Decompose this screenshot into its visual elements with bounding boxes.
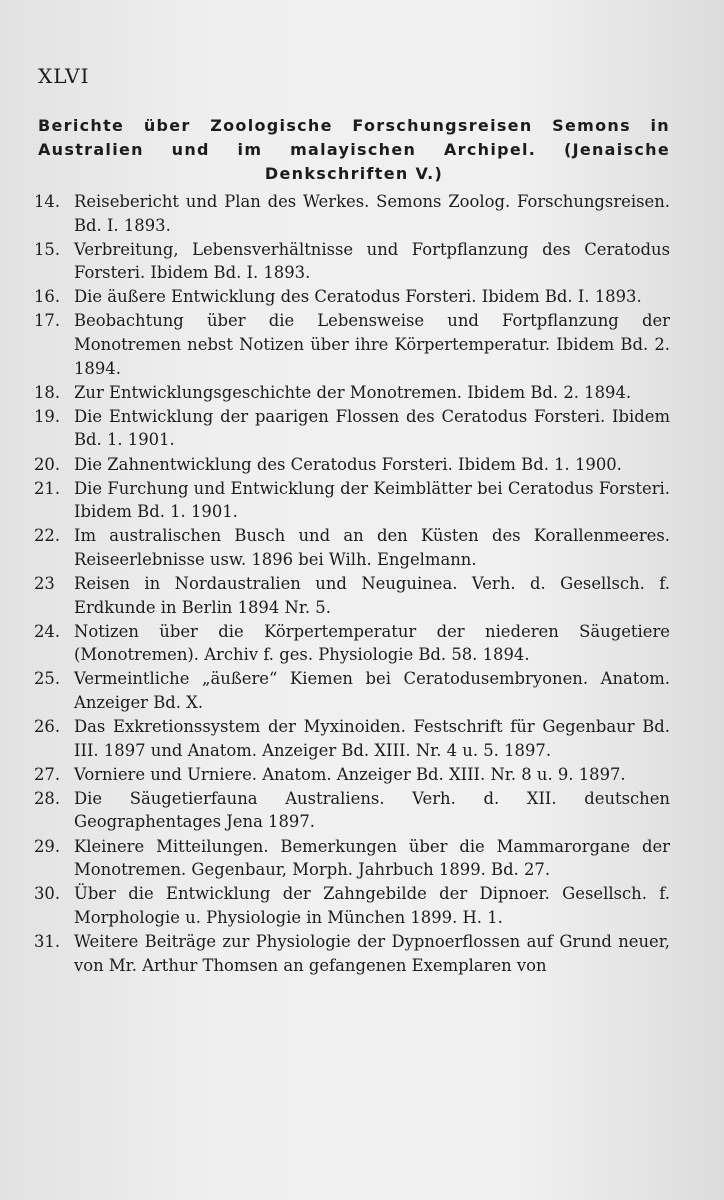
entry-number: 25.	[34, 669, 61, 689]
bibliography-entry	[34, 572, 670, 619]
entry-number: 29.	[34, 836, 61, 856]
bibliography-entry	[34, 715, 670, 762]
entry-number: 17.	[34, 311, 61, 331]
entry-text: Im australischen Busch und an den Küsten des Korallenmeeres. Reiseerlebnisse usw. 1896 bei Wilh. Engelmann.	[74, 526, 670, 569]
entry-number: 15.	[34, 239, 61, 259]
entry-number: 21.	[34, 478, 61, 498]
entry-text: Reisen in Nordaustralien und Neuguinea. Verh. d. Gesellsch. f. Erdkunde in Berlin 1894 Nr. 5.	[74, 574, 670, 617]
entry-text: Zur Entwicklungsgeschichte der Monotremen. Ibidem Bd. 2. 1894.	[74, 382, 632, 402]
entry-number: 19.	[34, 406, 61, 426]
entry-text: Vorniere und Urniere. Anatom. Anzeiger Bd. XIII. Nr. 8 u. 9. 1897.	[74, 764, 626, 784]
entry-number: 16.	[34, 287, 61, 307]
bibliography-entry	[34, 285, 670, 309]
entry-text: Reisebericht und Plan des Werkes. Semons Zoolog. Forschungsreisen. Bd. I. 1893.	[74, 192, 670, 235]
bibliography-entry	[34, 453, 670, 477]
bibliography-entry	[34, 763, 670, 787]
entry-number: 14.	[34, 192, 61, 211]
entry-text: Die Entwicklung der paarigen Flossen des Ceratodus Forsteri. Ibidem Bd. 1. 1901.	[74, 406, 670, 450]
bibliography-entry	[34, 477, 670, 524]
bibliography-entry	[34, 835, 670, 882]
bibliography-entry	[34, 787, 670, 834]
bibliography-entry	[34, 405, 670, 452]
page-number: XLVI	[38, 64, 90, 88]
entry-text: Die Furchung und Entwicklung der Keimblätter bei Ceratodus Forsteri. Ibidem Bd. 1. 1901.	[74, 478, 670, 522]
entry-text: Die Säugetierfauna Australiens. Verh. d. XII. deutschen Geographentages Jena 1897.	[74, 788, 670, 832]
bibliography-entry	[34, 309, 670, 380]
entry-text: Die Zahnentwicklung des Ceratodus Forsteri. Ibidem Bd. 1. 1900.	[74, 454, 622, 474]
bibliography-entry	[34, 667, 670, 714]
entry-number: 20.	[34, 454, 61, 474]
entry-number: 22.	[34, 526, 61, 546]
entry-text: Kleinere Mitteilungen. Bemerkungen über die Mammarorgane der Monotremen. Gegenbaur, Morph. Jahrbuch 1899. Bd. 27.	[74, 836, 670, 880]
bibliography-entry	[34, 190, 670, 237]
bibliography-entry	[34, 381, 670, 405]
bibliography-entry	[34, 524, 670, 571]
entry-text: Beobachtung über die Lebensweise und Fortpflanzung der Monotremen nebst Notizen über ihre Körpertemperatur. Ibidem Bd. 2. 1894.	[74, 311, 670, 378]
bibliography-entry	[34, 882, 670, 929]
entry-text: Die äußere Entwicklung des Ceratodus Forsteri. Ibidem Bd. I. 1893.	[74, 287, 642, 307]
section-heading: Berichte über Zoologische Forschungsreisen Semons in Australien und im malayischen Archipel. (Jenaische Denkschriften V.)	[38, 116, 670, 183]
entry-text: Das Exkretionssystem der Myxinoiden. Festschrift für Gegenbaur Bd. III. 1897 und Anatom. Anzeiger Bd. XIII. Nr. 4 u. 5. 1897.	[74, 717, 670, 760]
bibliography-entry	[34, 620, 670, 667]
entry-number: 26.	[34, 717, 61, 737]
entry-text: Über die Entwicklung der Zahngebilde der Dipnoer. Gesellsch. f. Morphologie u. Physiologie in München 1899. H. 1.	[74, 884, 670, 927]
bibliography-entry	[34, 238, 670, 285]
entry-number: 24.	[34, 621, 61, 641]
entry-number: 31.	[34, 931, 61, 951]
entry-text: Weitere Beiträge zur Physiologie der Dypnoerflossen auf Grund neuer, von Mr. Arthur Thomsen an gefangenen Exemplaren von	[74, 931, 670, 975]
entry-number: 30.	[34, 884, 61, 904]
entry-number: 28.	[34, 788, 61, 808]
entry-text: Notizen über die Körpertemperatur der niederen Säugetiere (Monotremen). Archiv f. ges. Physiologie Bd. 58. 1894.	[74, 621, 670, 665]
entry-number: 27.	[34, 764, 61, 784]
entry-text: Verbreitung, Lebensverhältnisse und Fortpflanzung des Ceratodus Forsteri. Ibidem Bd. I. 1893.	[74, 239, 670, 283]
entry-number: 18.	[34, 382, 61, 402]
bibliography-entry	[34, 930, 670, 977]
entry-text: Vermeintliche „äußere“ Kiemen bei Ceratodusembryonen. Anatom. Anzeiger Bd. X.	[74, 669, 670, 712]
bibliography-list	[34, 190, 670, 978]
entry-number: 23	[34, 574, 55, 593]
